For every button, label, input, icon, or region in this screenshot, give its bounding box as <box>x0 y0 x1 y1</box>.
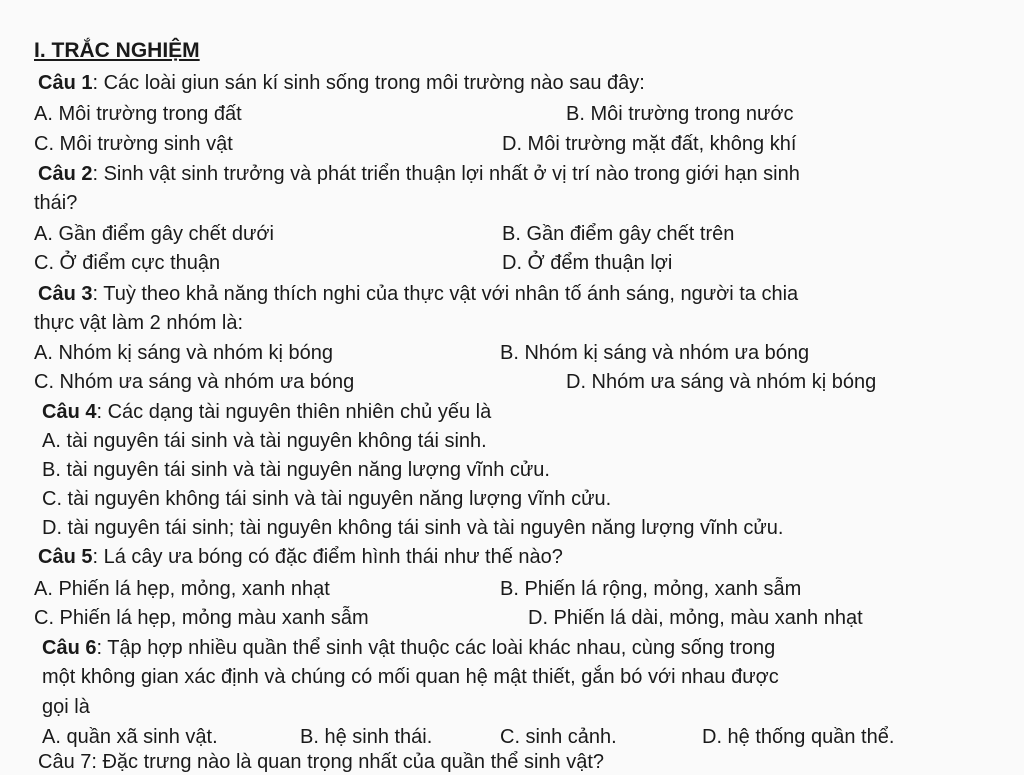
q2-option-b: B. Gần điểm gây chết trên <box>502 223 735 245</box>
question-6-text: : Tập hợp nhiều quần thể sinh vật thuộc các loài khác nhau, cùng sống trong <box>96 637 776 659</box>
q5-option-b: B. Phiến lá rộng, mỏng, xanh sẫm <box>500 578 802 600</box>
q3-option-a: A. Nhóm kị sáng và nhóm kị bóng <box>34 342 334 364</box>
question-6-text-cont: một không gian xác định và chúng có mối quan hệ mật thiết, gắn bó với nhau được <box>42 666 779 688</box>
question-6 <box>42 635 775 661</box>
question-3-label: Câu 3 <box>38 283 93 305</box>
q5-option-a: A. Phiến lá hẹp, mỏng, xanh nhạt <box>34 578 330 600</box>
question-5-label: Câu 5 <box>38 546 93 568</box>
q3-option-d: D. Nhóm ưa sáng và nhóm kị bóng <box>566 371 877 393</box>
question-6-text-cont2: gọi là <box>42 696 90 718</box>
q6-option-b: B. hệ sinh thái. <box>300 726 433 748</box>
question-5-text: : Lá cây ưa bóng có đặc điểm hình thái như thế nào? <box>92 546 563 568</box>
question-6-label: Câu 6 <box>42 637 97 659</box>
q6-option-d: D. hệ thống quần thể. <box>702 726 895 748</box>
q5-option-d: D. Phiến lá dài, mỏng, màu xanh nhạt <box>528 607 863 629</box>
question-3-text: : Tuỳ theo khả năng thích nghi của thực vật với nhân tố ánh sáng, người ta chia <box>92 283 799 305</box>
q1-option-a: A. Môi trường trong đất <box>34 103 242 125</box>
question-3-text-cont: thực vật làm 2 nhóm là: <box>34 312 244 334</box>
q4-option-d: D. tài nguyên tái sinh; tài nguyên không tái sinh và tài nguyên năng lượng vĩnh cửu. <box>42 517 784 539</box>
q1-option-d: D. Môi trường mặt đất, không khí <box>502 133 797 155</box>
question-4-label: Câu 4 <box>42 401 97 423</box>
cutoff-line-text: Câu 7: Đặc trưng nào là quan trọng nhất của quần thể sinh vật? <box>38 751 604 773</box>
question-2 <box>38 161 800 187</box>
q4-option-c: C. tài nguyên không tái sinh và tài nguyên năng lượng vĩnh cửu. <box>42 488 612 510</box>
question-4-text: : Các dạng tài nguyên thiên nhiên chủ yếu là <box>96 401 492 423</box>
q4-option-a: A. tài nguyên tái sinh và tài nguyên không tái sinh. <box>42 430 487 452</box>
question-5 <box>38 544 563 570</box>
cutoff-line <box>38 749 798 773</box>
section-title: I. TRẮC NGHIỆM <box>34 39 200 62</box>
q6-option-c: C. sinh cảnh. <box>500 726 617 748</box>
question-4 <box>42 399 491 425</box>
q4-option-b: B. tài nguyên tái sinh và tài nguyên năng lượng vĩnh cửu. <box>42 459 550 481</box>
q5-option-c: C. Phiến lá hẹp, mỏng màu xanh sẫm <box>34 607 369 629</box>
question-2-text: : Sinh vật sinh trưởng và phát triển thuận lợi nhất ở vị trí nào trong giới hạn sinh <box>92 163 800 185</box>
q1-option-c: C. Môi trường sinh vật <box>34 133 233 155</box>
question-2-text-cont: thái? <box>34 192 78 214</box>
q3-option-c: C. Nhóm ưa sáng và nhóm ưa bóng <box>34 371 355 393</box>
q2-option-c: C. Ở điểm cực thuận <box>34 252 221 274</box>
question-2-label: Câu 2 <box>38 163 93 185</box>
question-3 <box>38 281 798 307</box>
q3-option-b: B. Nhóm kị sáng và nhóm ưa bóng <box>500 342 810 364</box>
q2-option-a: A. Gần điểm gây chết dưới <box>34 223 274 245</box>
q1-option-b: B. Môi trường trong nước <box>566 103 794 125</box>
question-1-text: : Các loài giun sán kí sinh sống trong môi trường nào sau đây: <box>92 72 645 94</box>
question-1 <box>38 70 645 96</box>
q2-option-d: D. Ở đểm thuận lợi <box>502 252 673 274</box>
question-1-label: Câu 1 <box>38 72 93 94</box>
q6-option-a: A. quần xã sinh vật. <box>42 726 218 748</box>
